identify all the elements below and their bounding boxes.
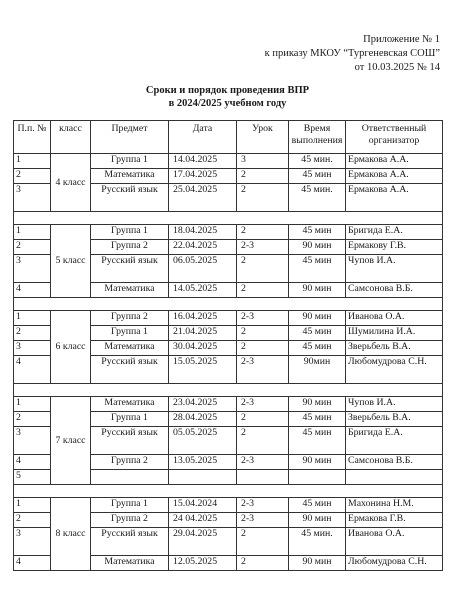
row-date: 14.04.2025 [169,154,237,169]
row-lesson: 2-3 [237,498,289,513]
title-line-2: в 2024/2025 учебном году [168,98,287,109]
row-organizer: Ермакова А.А. [346,154,443,169]
row-number: 2 [14,169,51,184]
row-duration: 45 мин [289,225,346,240]
table-header-row [14,121,443,154]
row-subject: Группа 1 [91,154,169,169]
row-lesson: 2 [237,169,289,184]
row-date: 17.04.2025 [169,169,237,184]
col-header-lesson: Урок [237,121,289,154]
row-duration: 45 мин [289,326,346,341]
row-subject: Математика [91,397,169,412]
row-organizer: Махонина Н.М. [346,498,443,513]
row-number: 1 [14,154,51,169]
row-lesson: 2-3 [237,513,289,528]
row-subject: Группа 1 [91,412,169,427]
row-organizer [346,470,443,485]
col-header-subject: Предмет [91,121,169,154]
row-number: 2 [14,326,51,341]
row-number: 1 [14,397,51,412]
row-date: 15.04.2024 [169,498,237,513]
title-line-1: Сроки и порядок проведения ВПР [145,85,310,96]
row-date: 22.04.2025 [169,240,237,255]
schedule-body [14,154,443,571]
row-number: 1 [14,311,51,326]
row-organizer: Бригида Е.А. [346,427,443,455]
row-duration: 45 мин. [289,154,346,169]
row-lesson: 2 [237,341,289,356]
row-date: 24 04.2025 [169,513,237,528]
row-subject: Группа 2 [91,311,169,326]
row-subject: Группа 1 [91,225,169,240]
row-duration: 45 мин. [289,528,346,556]
class-cell: 4 класс [51,154,91,212]
row-subject: Группа 1 [91,326,169,341]
row-subject: Математика [91,169,169,184]
row-organizer: Иванова О.А. [346,528,443,556]
row-duration: 90 мин [289,513,346,528]
row-lesson: 2 [237,225,289,240]
col-header-organizer: Ответственный организатор [346,121,443,154]
order-reference: к приказу МКОУ “Тургеневская СОШ” [264,48,440,59]
row-date: 25.04.2025 [169,184,237,212]
separator-cell [14,384,443,397]
row-organizer: Иванова О.А. [346,311,443,326]
row-organizer: Зверьбель В.А. [346,412,443,427]
row-subject: Группа 2 [91,455,169,470]
col-header-class: класс [51,121,91,154]
row-date: 28.04.2025 [169,412,237,427]
row-organizer: Шумилина И.А. [346,326,443,341]
table-row [14,225,443,240]
row-organizer: Любомудрова С.Н. [346,556,443,571]
row-number: 3 [14,528,51,556]
group-separator-row [14,212,443,225]
row-subject: Русский язык [91,356,169,384]
row-date: 06.05.2025 [169,255,237,283]
row-subject: Математика [91,556,169,571]
row-duration: 90 мин [289,397,346,412]
row-subject: Математика [91,341,169,356]
row-subject: Группа 1 [91,498,169,513]
row-lesson: 2-3 [237,311,289,326]
row-organizer: Ермакова А.А. [346,184,443,212]
document-title [0,84,455,110]
row-date: 16.04.2025 [169,311,237,326]
row-duration: 90 мин [289,311,346,326]
table-row [14,154,443,169]
row-lesson: 2-3 [237,356,289,384]
row-date: 05.05.2025 [169,427,237,455]
row-subject: Русский язык [91,528,169,556]
row-organizer: Ермакова А.А. [346,169,443,184]
row-lesson: 2-3 [237,240,289,255]
row-subject: Русский язык [91,184,169,212]
row-subject [91,470,169,485]
row-number: 5 [14,470,51,485]
row-date: 12.05.2025 [169,556,237,571]
row-date: 15.05.2025 [169,356,237,384]
row-date: 21.04.2025 [169,326,237,341]
row-subject: Математика [91,283,169,298]
row-organizer: Чупов И.А. [346,255,443,283]
row-number: 3 [14,341,51,356]
row-duration: 90мин [289,356,346,384]
row-number: 3 [14,427,51,455]
row-lesson: 2 [237,326,289,341]
row-date: 29.04.2025 [169,528,237,556]
row-duration: 90 мин [289,283,346,298]
row-date: 23.04.2025 [169,397,237,412]
col-header-date: Дата [169,121,237,154]
row-subject: Группа 2 [91,513,169,528]
group-separator-row [14,298,443,311]
row-duration: 45 мин [289,412,346,427]
group-separator-row [14,485,443,498]
row-date [169,470,237,485]
separator-cell [14,298,443,311]
row-duration: 45 мин [289,341,346,356]
row-number: 2 [14,513,51,528]
row-number: 4 [14,455,51,470]
row-duration: 90 мин [289,556,346,571]
row-lesson: 3 [237,154,289,169]
row-organizer: Самсонова В.Б. [346,455,443,470]
table-row [14,498,443,513]
row-organizer: Ермакова Г.В. [346,513,443,528]
row-duration: 90 мин [289,240,346,255]
class-cell: 8 класс [51,498,91,571]
row-duration: 45 мин [289,498,346,513]
row-lesson: 2-3 [237,455,289,470]
group-separator-row [14,384,443,397]
row-lesson: 2-3 [237,397,289,412]
schedule-table [13,120,443,571]
row-date: 14.05.2025 [169,283,237,298]
row-duration: 45 мин [289,169,346,184]
appendix-number: Приложение № 1 [363,34,440,45]
table-row [14,397,443,412]
row-subject: Русский язык [91,427,169,455]
row-lesson [237,470,289,485]
document-header [265,33,440,75]
row-number: 3 [14,184,51,212]
row-subject: Группа 2 [91,240,169,255]
row-subject: Русский язык [91,255,169,283]
row-lesson: 2 [237,184,289,212]
row-number: 1 [14,225,51,240]
separator-cell [14,212,443,225]
row-lesson: 2 [237,412,289,427]
row-duration: 45 мин. [289,184,346,212]
row-number: 4 [14,556,51,571]
row-duration [289,470,346,485]
table-row [14,311,443,326]
separator-cell [14,485,443,498]
row-number: 4 [14,283,51,298]
order-date: от 10.03.2025 № 14 [354,62,440,73]
class-cell: 6 класс [51,311,91,384]
row-duration: 45 мин [289,427,346,455]
row-organizer: Ермакову Г.В. [346,240,443,255]
row-organizer: Бригида Е.А. [346,225,443,240]
row-lesson: 2 [237,255,289,283]
class-cell: 7 класс [51,397,91,485]
row-number: 1 [14,498,51,513]
row-lesson: 2 [237,283,289,298]
row-lesson: 2 [237,528,289,556]
row-number: 3 [14,255,51,283]
row-date: 13.05.2025 [169,455,237,470]
col-header-number: П.п. № [14,121,51,154]
row-duration: 45 мин [289,255,346,283]
row-duration: 90 мин [289,455,346,470]
row-organizer: Самсонова В.Б. [346,283,443,298]
row-number: 4 [14,356,51,384]
row-number: 2 [14,412,51,427]
row-date: 30.04.2025 [169,341,237,356]
class-cell: 5 класс [51,225,91,298]
row-organizer: Чупов И.А. [346,397,443,412]
row-organizer: Зверьбель В.А. [346,341,443,356]
row-lesson: 2 [237,427,289,455]
row-date: 18.04.2025 [169,225,237,240]
row-lesson: 2 [237,556,289,571]
row-number: 2 [14,240,51,255]
row-organizer: Любомудрова С.Н. [346,356,443,384]
col-header-duration: Время выполнения [289,121,346,154]
